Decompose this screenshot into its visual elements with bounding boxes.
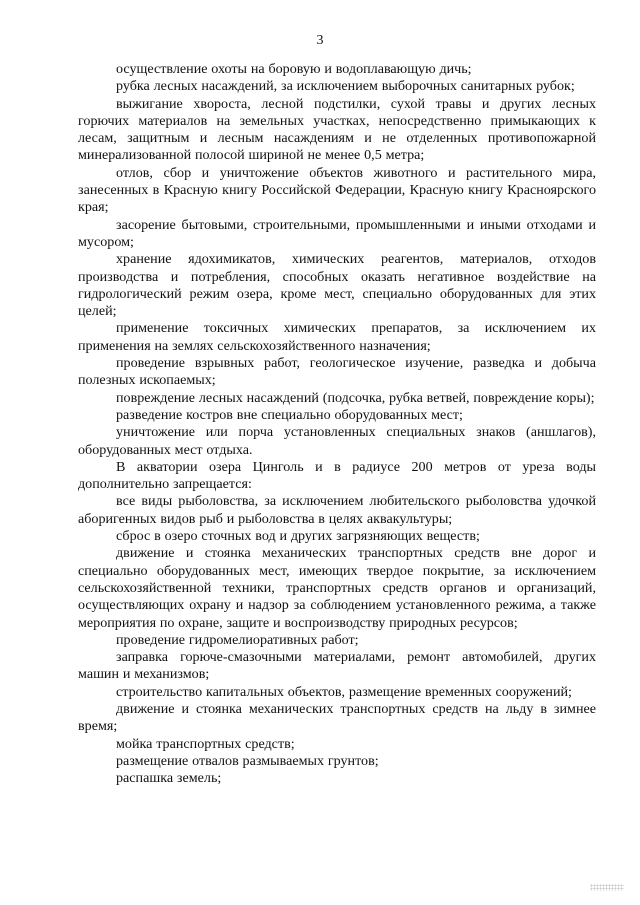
paragraph: проведение гидромелиоративных работ;	[116, 631, 359, 648]
paragraph: уничтожение или порча установленных специальных знаков (аншлагов), оборудованных мест отдыха.	[78, 424, 596, 458]
paragraph: выжигание хвороста, лесной подстилки, сухой травы и других лесных горючих материалов на земельных участках, непосредственно примыкающих к лесам, защитным и лесным насаждениям и не отделенных противопожарной минерализованной полосой шириной не менее 0,5 метра;	[78, 95, 596, 164]
paragraph: рубка лесных насаждений, за исключением выборочных санитарных рубок;	[116, 78, 575, 95]
paragraph: мойка транспортных средств;	[116, 735, 295, 752]
paragraph: засорение бытовыми, строительными, промышленными и иными отходами и мусором;	[78, 216, 596, 250]
paragraph: отлов, сбор и уничтожение объектов животного и растительного мира, занесенных в Красную книгу Российской Федерации, Красную книгу Красноярского края;	[78, 164, 596, 216]
scan-corner-mark	[590, 884, 624, 891]
paragraph: осуществление охоты на боровую и водоплавающую дичь;	[116, 61, 472, 77]
paragraph: распашка земель;	[116, 770, 222, 787]
paragraph: хранение ядохимикатов, химических реагентов, материалов, отходов производства и потребления, способных оказать негативное воздействие на гидрологический режим озера, кроме мест, специально оборудованных для этих целей;	[78, 251, 596, 320]
section-intro-paragraph: В акватории озера Цинголь и в радиусе 200 метров от уреза воды дополнительно запрещается:	[78, 458, 596, 493]
paragraph: размещение отвалов размываемых грунтов;	[116, 752, 379, 769]
paragraph: разведение костров вне специально оборудованных мест;	[116, 406, 463, 423]
page-number: 3	[316, 33, 324, 48]
paragraph: сброс в озеро сточных вод и других загрязняющих веществ;	[116, 528, 480, 545]
paragraph: движение и стоянка механических транспортных средств вне дорог и специально оборудованных мест, имеющих твердое покрытие, за исключением сельскохозяйственной техники, транспортных средств органов и организаций, осуществляющих охрану и надзор за соблюдением установленного режима, а также мероприятия по охране, защите и воспроизводству природных ресурсов;	[78, 545, 596, 631]
paragraph: проведение взрывных работ, геологическое изучение, разведка и добыча полезных ископаемых;	[78, 355, 596, 389]
paragraph: применение токсичных химических препаратов, за исключением их применения на землях сельскохозяйственного назначения;	[78, 320, 596, 354]
paragraph: строительство капитальных объектов, размещение временных сооружений;	[116, 683, 572, 700]
paragraph: движение и стоянка механических транспортных средств на льду в зимнее время;	[78, 700, 596, 735]
paragraph: заправка горюче-смазочными материалами, ремонт автомобилей, других машин и механизмов;	[78, 649, 596, 683]
paragraph: повреждение лесных насаждений (подсочка, рубка ветвей, повреждение коры);	[116, 389, 595, 406]
paragraph: все виды рыболовства, за исключением любительского рыболовства удочкой аборигенных видов рыб и рыболовства в целях аквакультуры;	[78, 493, 596, 527]
document-body	[78, 61, 596, 787]
